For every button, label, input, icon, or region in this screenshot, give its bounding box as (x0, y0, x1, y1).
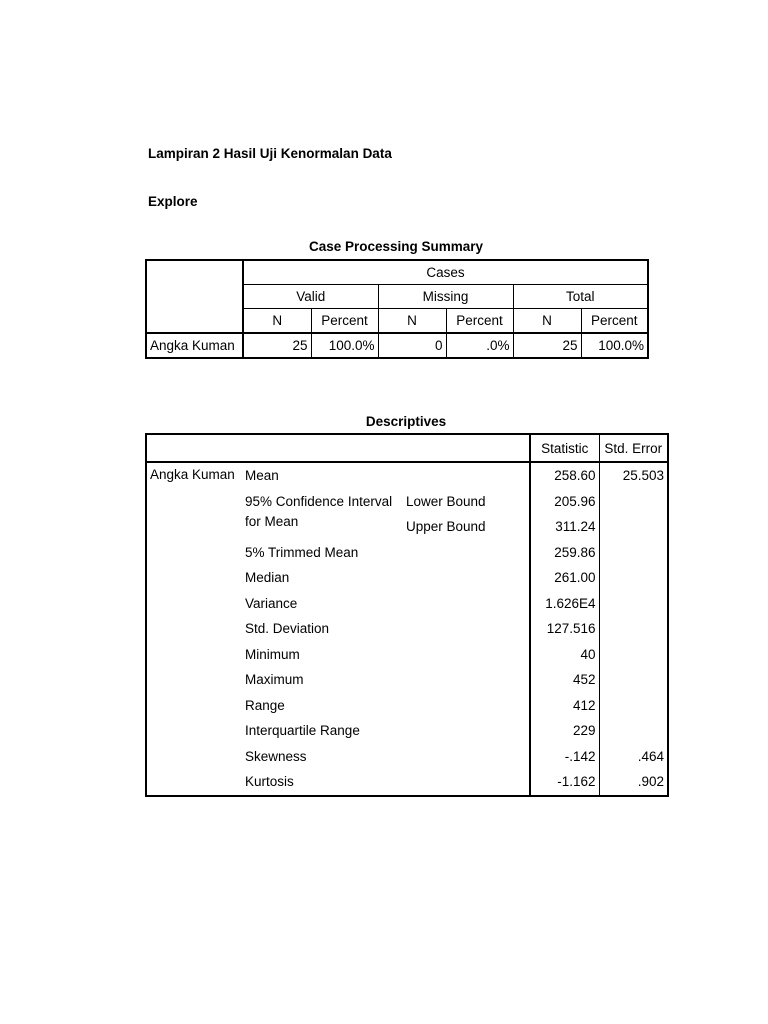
cps-subheader: Percent (311, 309, 378, 334)
std-error-value (599, 540, 668, 566)
descriptives-header-row (146, 434, 668, 462)
cps-corner-cell (146, 260, 243, 333)
descriptive-label: Interquartile Range (245, 723, 360, 739)
table-row (146, 333, 648, 358)
cps-subheader: Percent (446, 309, 513, 334)
statistic-value: 311.24 (530, 514, 599, 540)
std-error-value (599, 616, 668, 642)
descriptive-label: Median (245, 570, 290, 586)
statistic-value: 40 (530, 642, 599, 668)
descriptive-sublabel: Lower Bound (406, 493, 486, 509)
cps-group-valid: Valid (243, 285, 378, 309)
cps-cell: 100.0% (581, 333, 648, 358)
std-error-value (599, 514, 668, 540)
descriptives-title: Descriptives (365, 414, 447, 429)
std-error-value: 25.503 (599, 462, 668, 489)
descriptive-label: 95% Confidence Interval for Mean (245, 493, 393, 529)
descriptive-label: 5% Trimmed Mean (245, 544, 359, 560)
descriptive-label: Kurtosis (245, 774, 294, 790)
statistic-value: -.142 (530, 744, 599, 770)
document-heading: Lampiran 2 Hasil Uji Kenormalan Data (148, 146, 392, 161)
std-error-value (599, 667, 668, 693)
cps-subheader: N (243, 309, 311, 334)
std-error-value (599, 693, 668, 719)
descriptive-sublabel: Upper Bound (406, 519, 486, 535)
section-title: Explore (148, 194, 198, 209)
statistic-value: 127.516 (530, 616, 599, 642)
cps-cell: .0% (446, 333, 513, 358)
std-error-header: Std. Error (599, 434, 668, 462)
descriptive-label: Mean (245, 468, 279, 484)
std-error-value (599, 591, 668, 617)
std-error-value (599, 642, 668, 668)
statistic-value: 258.60 (530, 462, 599, 489)
cps-cell: 0 (378, 333, 446, 358)
statistic-value: 259.86 (530, 540, 599, 566)
std-error-value: .464 (599, 744, 668, 770)
descriptive-label: Std. Deviation (245, 621, 330, 637)
cps-row-label: Angka Kuman (146, 333, 243, 358)
std-error-value (599, 489, 668, 515)
std-error-value (599, 565, 668, 591)
table-row (146, 462, 668, 489)
descriptive-label: Maximum (245, 672, 304, 688)
case-processing-summary-title: Case Processing Summary (308, 239, 484, 254)
statistic-value: 412 (530, 693, 599, 719)
descriptive-label: Minimum (245, 646, 300, 662)
descriptives-corner-cell (146, 434, 530, 462)
statistic-value: 1.626E4 (530, 591, 599, 617)
cps-cell: 25 (513, 333, 581, 358)
cps-subheader: Percent (581, 309, 648, 334)
cps-subheader: N (378, 309, 446, 334)
descriptive-label: Range (245, 697, 285, 713)
cps-header-row-cases (146, 260, 648, 285)
statistic-value: 261.00 (530, 565, 599, 591)
descriptive-label: Skewness (245, 748, 307, 764)
cps-cell: 100.0% (311, 333, 378, 358)
descriptives-table (145, 433, 669, 797)
cps-cell: 25 (243, 333, 311, 358)
case-processing-summary-table (145, 259, 649, 359)
std-error-value: .902 (599, 769, 668, 796)
statistic-value: 229 (530, 718, 599, 744)
statistic-value: 205.96 (530, 489, 599, 515)
descriptives-variable-label: Angka Kuman (150, 467, 235, 482)
statistic-header: Statistic (530, 434, 599, 462)
statistic-value: 452 (530, 667, 599, 693)
descriptive-label: Variance (245, 595, 298, 611)
std-error-value (599, 718, 668, 744)
statistic-value: -1.162 (530, 769, 599, 796)
cps-group-missing: Missing (378, 285, 513, 309)
cps-group-total: Total (513, 285, 648, 309)
cps-subheader: N (513, 309, 581, 334)
cps-cases-header: Cases (243, 260, 648, 285)
